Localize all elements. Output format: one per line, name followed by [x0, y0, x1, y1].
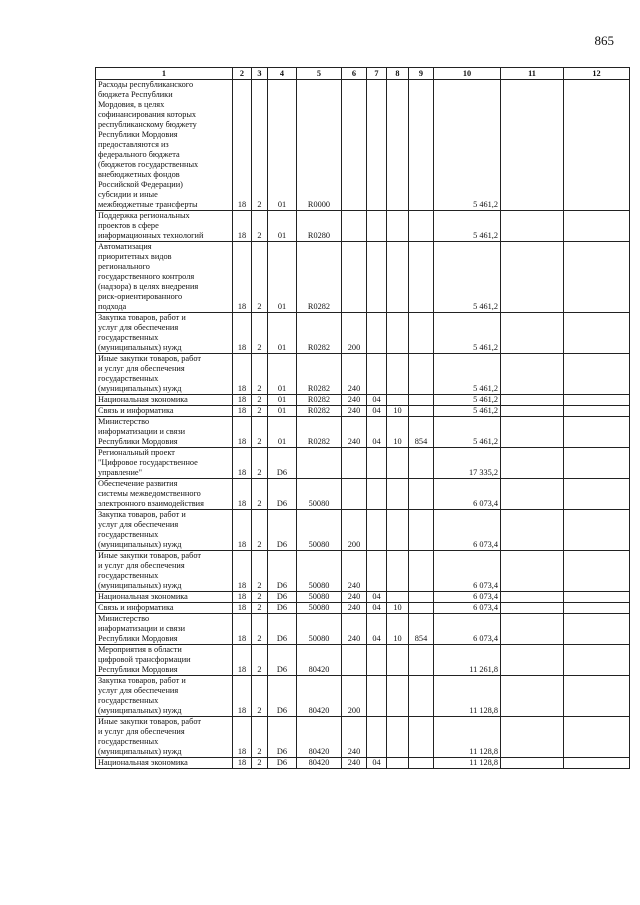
- code-cell: [501, 479, 564, 510]
- code-cell: [387, 395, 409, 406]
- table-row: [96, 354, 630, 395]
- code-cell: 04: [367, 592, 387, 603]
- table-row: [96, 603, 630, 614]
- table-row: [96, 551, 630, 592]
- code-cell: 04: [367, 395, 387, 406]
- code-cell: [387, 717, 409, 758]
- code-cell: D6: [268, 448, 297, 479]
- code-cell: 01: [268, 354, 297, 395]
- table-row: [96, 676, 630, 717]
- code-cell: D6: [268, 479, 297, 510]
- code-cell: D6: [268, 510, 297, 551]
- code-cell: [409, 406, 434, 417]
- code-cell: [564, 645, 630, 676]
- code-cell: [501, 417, 564, 448]
- budget-table: [95, 67, 630, 769]
- code-cell: [564, 479, 630, 510]
- code-cell: [409, 758, 434, 769]
- code-cell: [367, 313, 387, 354]
- code-cell: [564, 603, 630, 614]
- code-cell: [367, 676, 387, 717]
- code-cell: 80420: [297, 717, 342, 758]
- code-cell: [564, 313, 630, 354]
- table-row: [96, 313, 630, 354]
- code-cell: [409, 354, 434, 395]
- row-name-cell: Министерство информатизации и связи Республики Мордовия: [96, 614, 233, 645]
- page-number: 865: [594, 33, 614, 48]
- code-cell: 240: [342, 354, 367, 395]
- code-cell: [409, 479, 434, 510]
- code-cell: 18: [233, 242, 252, 313]
- row-name-cell: Обеспечение развития системы межведомственного электронного взаимодействия: [96, 479, 233, 510]
- column-header-2: 2: [233, 68, 252, 80]
- code-cell: [387, 313, 409, 354]
- code-cell: 50080: [297, 551, 342, 592]
- code-cell: [564, 211, 630, 242]
- code-cell: [409, 80, 434, 211]
- code-cell: 240: [342, 406, 367, 417]
- code-cell: 240: [342, 592, 367, 603]
- code-cell: 10: [387, 614, 409, 645]
- code-cell: [564, 614, 630, 645]
- code-cell: [564, 242, 630, 313]
- code-cell: [367, 211, 387, 242]
- code-cell: 2: [252, 406, 268, 417]
- code-cell: 240: [342, 551, 367, 592]
- code-cell: [387, 211, 409, 242]
- code-cell: R0000: [297, 80, 342, 211]
- code-cell: [387, 80, 409, 211]
- column-header-9: 9: [409, 68, 434, 80]
- code-cell: D6: [268, 551, 297, 592]
- amount-cell: 5 461,2: [434, 242, 501, 313]
- code-cell: 50080: [297, 510, 342, 551]
- code-cell: 240: [342, 758, 367, 769]
- code-cell: [501, 80, 564, 211]
- amount-cell: 11 261,8: [434, 645, 501, 676]
- code-cell: 240: [342, 603, 367, 614]
- row-name-cell: Закупка товаров, работ и услуг для обеспечения государственных (муниципальных) нужд: [96, 313, 233, 354]
- code-cell: 18: [233, 645, 252, 676]
- code-cell: D6: [268, 603, 297, 614]
- row-name-cell: Национальная экономика: [96, 395, 233, 406]
- code-cell: [367, 479, 387, 510]
- code-cell: R0282: [297, 313, 342, 354]
- code-cell: 04: [367, 614, 387, 645]
- column-header-1: 1: [96, 68, 233, 80]
- code-cell: [409, 395, 434, 406]
- code-cell: [387, 242, 409, 313]
- code-cell: 2: [252, 354, 268, 395]
- code-cell: [387, 758, 409, 769]
- table-row: [96, 242, 630, 313]
- table-row: [96, 510, 630, 551]
- code-cell: R0282: [297, 354, 342, 395]
- code-cell: 2: [252, 717, 268, 758]
- code-cell: 2: [252, 614, 268, 645]
- code-cell: 2: [252, 510, 268, 551]
- code-cell: D6: [268, 676, 297, 717]
- column-header-3: 3: [252, 68, 268, 80]
- code-cell: [409, 313, 434, 354]
- table-row: [96, 417, 630, 448]
- code-cell: 2: [252, 417, 268, 448]
- code-cell: [409, 211, 434, 242]
- code-cell: [409, 592, 434, 603]
- code-cell: R0282: [297, 417, 342, 448]
- code-cell: 50080: [297, 603, 342, 614]
- code-cell: 10: [387, 406, 409, 417]
- code-cell: 01: [268, 242, 297, 313]
- code-cell: 50080: [297, 592, 342, 603]
- code-cell: 2: [252, 242, 268, 313]
- amount-cell: 11 128,8: [434, 676, 501, 717]
- code-cell: [367, 510, 387, 551]
- table-row: [96, 395, 630, 406]
- code-cell: 10: [387, 417, 409, 448]
- table-body: [96, 80, 630, 769]
- code-cell: [501, 676, 564, 717]
- code-cell: [501, 211, 564, 242]
- code-cell: R0280: [297, 211, 342, 242]
- row-name-cell: Поддержка региональных проектов в сфере информационных технологий: [96, 211, 233, 242]
- table-row: [96, 758, 630, 769]
- code-cell: [367, 448, 387, 479]
- row-name-cell: Иные закупки товаров, работ и услуг для обеспечения государственных (муниципальных) нужд: [96, 354, 233, 395]
- column-header-12: 12: [564, 68, 630, 80]
- code-cell: [367, 717, 387, 758]
- row-name-cell: Национальная экономика: [96, 758, 233, 769]
- code-cell: R0282: [297, 406, 342, 417]
- code-cell: [409, 676, 434, 717]
- code-cell: [367, 242, 387, 313]
- table-row: [96, 211, 630, 242]
- code-cell: [387, 645, 409, 676]
- table-header-row: [96, 68, 630, 80]
- code-cell: 200: [342, 676, 367, 717]
- row-name-cell: Расходы республиканского бюджета Республики Мордовия, в целях софинансирования которых республиканскому бюджету Республики Мордовия предоставляются из федерального бюджета (бюджетов государственных внебюджетных фондов Российской Федерации) субсидии и иные межбюджетные трансферты: [96, 80, 233, 211]
- code-cell: D6: [268, 592, 297, 603]
- column-header-7: 7: [367, 68, 387, 80]
- code-cell: [387, 448, 409, 479]
- code-cell: [342, 448, 367, 479]
- code-cell: D6: [268, 717, 297, 758]
- code-cell: [501, 313, 564, 354]
- code-cell: [564, 717, 630, 758]
- amount-cell: 6 073,4: [434, 551, 501, 592]
- code-cell: [387, 551, 409, 592]
- code-cell: 18: [233, 313, 252, 354]
- code-cell: 18: [233, 551, 252, 592]
- code-cell: 18: [233, 417, 252, 448]
- code-cell: [501, 603, 564, 614]
- code-cell: [387, 676, 409, 717]
- row-name-cell: Связь и информатика: [96, 603, 233, 614]
- code-cell: 80420: [297, 758, 342, 769]
- code-cell: 80420: [297, 645, 342, 676]
- code-cell: R0282: [297, 395, 342, 406]
- amount-cell: 5 461,2: [434, 211, 501, 242]
- table-row: [96, 592, 630, 603]
- code-cell: [367, 551, 387, 592]
- code-cell: [409, 717, 434, 758]
- code-cell: [409, 242, 434, 313]
- row-name-cell: Закупка товаров, работ и услуг для обеспечения государственных (муниципальных) нужд: [96, 510, 233, 551]
- code-cell: [501, 406, 564, 417]
- amount-cell: 6 073,4: [434, 614, 501, 645]
- code-cell: 240: [342, 395, 367, 406]
- row-name-cell: Национальная экономика: [96, 592, 233, 603]
- column-header-10: 10: [434, 68, 501, 80]
- code-cell: 18: [233, 354, 252, 395]
- code-cell: [564, 406, 630, 417]
- code-cell: [564, 758, 630, 769]
- code-cell: [342, 242, 367, 313]
- code-cell: 01: [268, 406, 297, 417]
- code-cell: 200: [342, 313, 367, 354]
- code-cell: 01: [268, 395, 297, 406]
- code-cell: [501, 448, 564, 479]
- table-row: [96, 406, 630, 417]
- amount-cell: 11 128,8: [434, 717, 501, 758]
- code-cell: [564, 510, 630, 551]
- code-cell: 2: [252, 645, 268, 676]
- code-cell: D6: [268, 614, 297, 645]
- code-cell: [501, 614, 564, 645]
- code-cell: 18: [233, 592, 252, 603]
- code-cell: 01: [268, 211, 297, 242]
- code-cell: 04: [367, 406, 387, 417]
- code-cell: [297, 448, 342, 479]
- table-row: [96, 479, 630, 510]
- code-cell: [342, 645, 367, 676]
- code-cell: 2: [252, 676, 268, 717]
- code-cell: [501, 551, 564, 592]
- column-header-8: 8: [387, 68, 409, 80]
- code-cell: 04: [367, 603, 387, 614]
- row-name-cell: Связь и информатика: [96, 406, 233, 417]
- row-name-cell: Иные закупки товаров, работ и услуг для обеспечения государственных (муниципальных) нужд: [96, 551, 233, 592]
- table-row: [96, 645, 630, 676]
- amount-cell: 5 461,2: [434, 417, 501, 448]
- code-cell: [367, 80, 387, 211]
- code-cell: 80420: [297, 676, 342, 717]
- code-cell: 240: [342, 717, 367, 758]
- code-cell: [387, 354, 409, 395]
- code-cell: 18: [233, 406, 252, 417]
- code-cell: [501, 510, 564, 551]
- code-cell: [409, 551, 434, 592]
- code-cell: [564, 448, 630, 479]
- code-cell: [564, 417, 630, 448]
- table-row: [96, 614, 630, 645]
- row-name-cell: Закупка товаров, работ и услуг для обеспечения государственных (муниципальных) нужд: [96, 676, 233, 717]
- code-cell: 2: [252, 551, 268, 592]
- code-cell: [409, 603, 434, 614]
- code-cell: [387, 592, 409, 603]
- code-cell: 18: [233, 758, 252, 769]
- code-cell: 854: [409, 614, 434, 645]
- code-cell: [501, 717, 564, 758]
- code-cell: 18: [233, 448, 252, 479]
- code-cell: [501, 395, 564, 406]
- row-name-cell: Иные закупки товаров, работ и услуг для обеспечения государственных (муниципальных) нужд: [96, 717, 233, 758]
- code-cell: 2: [252, 603, 268, 614]
- column-header-11: 11: [501, 68, 564, 80]
- code-cell: 2: [252, 395, 268, 406]
- column-header-4: 4: [268, 68, 297, 80]
- column-header-5: 5: [297, 68, 342, 80]
- table-row: [96, 448, 630, 479]
- code-cell: 18: [233, 510, 252, 551]
- code-cell: [501, 592, 564, 603]
- amount-cell: 5 461,2: [434, 354, 501, 395]
- code-cell: 01: [268, 80, 297, 211]
- code-cell: [564, 80, 630, 211]
- code-cell: 18: [233, 717, 252, 758]
- code-cell: R0282: [297, 242, 342, 313]
- code-cell: [409, 448, 434, 479]
- code-cell: 2: [252, 592, 268, 603]
- code-cell: 240: [342, 614, 367, 645]
- amount-cell: 6 073,4: [434, 479, 501, 510]
- table-row: [96, 80, 630, 211]
- code-cell: [387, 479, 409, 510]
- code-cell: 2: [252, 448, 268, 479]
- code-cell: 18: [233, 603, 252, 614]
- amount-cell: 5 461,2: [434, 80, 501, 211]
- code-cell: 50080: [297, 479, 342, 510]
- row-name-cell: Автоматизация приоритетных видов регионального государственного контроля (надзора) в целях внедрения риск-ориентированного подхода: [96, 242, 233, 313]
- code-cell: [501, 645, 564, 676]
- amount-cell: 17 335,2: [434, 448, 501, 479]
- code-cell: [342, 211, 367, 242]
- code-cell: [501, 758, 564, 769]
- code-cell: [564, 551, 630, 592]
- code-cell: 18: [233, 479, 252, 510]
- code-cell: 18: [233, 80, 252, 211]
- row-name-cell: Региональный проект "Цифровое государственное управление": [96, 448, 233, 479]
- code-cell: [409, 510, 434, 551]
- code-cell: 2: [252, 80, 268, 211]
- code-cell: 01: [268, 313, 297, 354]
- row-name-cell: Министерство информатизации и связи Республики Мордовия: [96, 417, 233, 448]
- row-name-cell: Мероприятия в области цифровой трансформации Республики Мордовия: [96, 645, 233, 676]
- code-cell: 240: [342, 417, 367, 448]
- code-cell: 18: [233, 395, 252, 406]
- code-cell: 10: [387, 603, 409, 614]
- code-cell: [564, 395, 630, 406]
- column-header-6: 6: [342, 68, 367, 80]
- code-cell: 18: [233, 614, 252, 645]
- code-cell: [564, 676, 630, 717]
- code-cell: [342, 479, 367, 510]
- code-cell: 2: [252, 313, 268, 354]
- code-cell: 200: [342, 510, 367, 551]
- amount-cell: 5 461,2: [434, 406, 501, 417]
- code-cell: 04: [367, 758, 387, 769]
- code-cell: 18: [233, 211, 252, 242]
- code-cell: [564, 354, 630, 395]
- amount-cell: 6 073,4: [434, 592, 501, 603]
- code-cell: 01: [268, 417, 297, 448]
- table-row: [96, 717, 630, 758]
- code-cell: D6: [268, 645, 297, 676]
- amount-cell: 11 128,8: [434, 758, 501, 769]
- code-cell: [501, 242, 564, 313]
- code-cell: [501, 354, 564, 395]
- code-cell: [387, 510, 409, 551]
- code-cell: 50080: [297, 614, 342, 645]
- code-cell: 2: [252, 479, 268, 510]
- code-cell: [342, 80, 367, 211]
- code-cell: [367, 354, 387, 395]
- amount-cell: 5 461,2: [434, 395, 501, 406]
- code-cell: [564, 592, 630, 603]
- amount-cell: 6 073,4: [434, 603, 501, 614]
- code-cell: 2: [252, 211, 268, 242]
- code-cell: 18: [233, 676, 252, 717]
- code-cell: 2: [252, 758, 268, 769]
- code-cell: 854: [409, 417, 434, 448]
- code-cell: 04: [367, 417, 387, 448]
- amount-cell: 6 073,4: [434, 510, 501, 551]
- amount-cell: 5 461,2: [434, 313, 501, 354]
- code-cell: [367, 645, 387, 676]
- code-cell: D6: [268, 758, 297, 769]
- code-cell: [409, 645, 434, 676]
